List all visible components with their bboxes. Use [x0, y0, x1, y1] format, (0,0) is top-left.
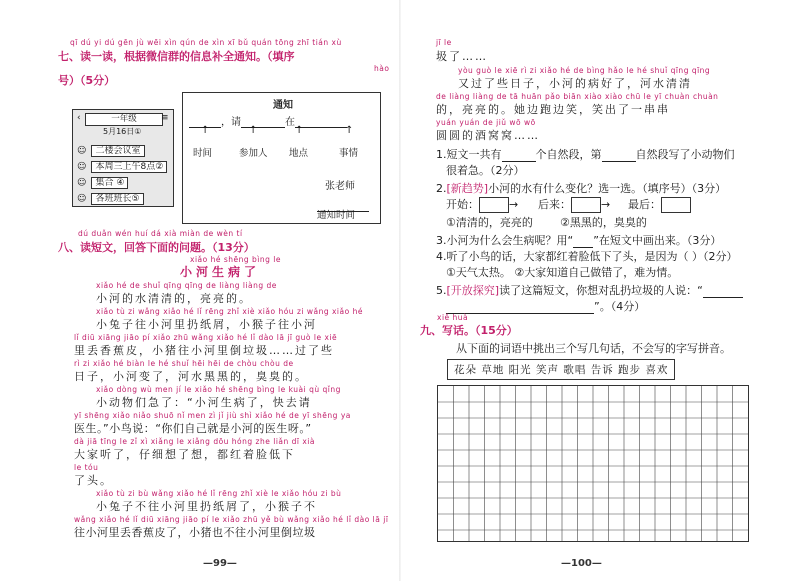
q2-option-1: ①清清的，亮亮的	[446, 216, 533, 229]
cont-text: 圾了……	[436, 50, 488, 63]
answer-line[interactable]	[446, 313, 594, 314]
avatar-icon: ☺	[77, 194, 87, 204]
story-line: 又过了些日子，小河的病好了，河水清清	[458, 77, 692, 90]
story-pinyin: xiǎo hé de shuǐ qīng qīng de liàng liàng de	[96, 281, 277, 290]
question-4-options: ①天气太热。 ②大家知道自己做错了，难为情。	[446, 266, 679, 279]
q9-title: 九、写话。（15分）	[420, 324, 518, 337]
writing-grid[interactable]	[437, 385, 749, 542]
back-arrow-icon: ‹	[77, 113, 81, 123]
q2-after: 后来： →	[538, 198, 611, 211]
question-5-cont: ”。（4分）	[446, 298, 645, 314]
label-place: 地点	[289, 148, 309, 159]
q7-title-cont: 号）（5分）	[58, 74, 116, 87]
message-bubble: 集合 ④	[91, 177, 128, 189]
arrow-icon: ↑	[345, 125, 354, 136]
story-pinyin: rì zi xiǎo hé biàn le hé shuǐ hēi hēi de chòu chòu de	[74, 359, 294, 368]
story-title-pinyin: xiǎo hé shēng bìng le	[190, 255, 281, 264]
answer-blank[interactable]	[602, 161, 636, 162]
story-pinyin: de liàng liàng de tā huān pǎo biān xiào xiào chū le yī chuàn chuàn	[436, 92, 719, 101]
wechat-group-board	[72, 109, 174, 207]
answer-box[interactable]	[571, 197, 601, 213]
story-line: 的，亮亮的。她边跑边笑，笑出了一串串	[436, 103, 670, 116]
story-pinyin: xiǎo tù zi bù wǎng xiǎo hé lǐ rēng zhǐ xiè le xiǎo hóu zi bù	[96, 489, 342, 498]
arrow-icon: ↑	[249, 125, 258, 136]
avatar-icon: ☺	[77, 146, 87, 156]
answer-box[interactable]	[661, 197, 691, 213]
story-line: 小河的水清清的，亮亮的。	[96, 292, 252, 305]
notice-title: 通知	[273, 100, 293, 111]
page-number: —100—	[561, 558, 602, 569]
message-row	[77, 186, 144, 205]
question-3: 3.小河为什么会生病呢？用“ ”在短文中画出来。（3分）	[436, 234, 722, 247]
q9-instruction: 从下面的词语中挑出三个写几句话，不会写的字写拼音。	[456, 342, 731, 355]
question-2: 2.[新趋势]小河的水有什么变化？选一选。（填序号）（3分）	[436, 182, 727, 195]
menu-icon: ≡	[161, 113, 169, 123]
answer-box[interactable]	[479, 197, 509, 213]
story-pinyin: yòu guò le xiē rì zi xiǎo hé de bìng hǎo le hé shuǐ qīng qīng	[458, 66, 711, 75]
label-participants: 参加人	[239, 148, 268, 159]
question-1: 1.短文一共有 个自然段，第 自然段写了小动物们	[436, 148, 735, 161]
arrow-icon: ↑	[295, 125, 304, 136]
story-line: 了头。	[74, 474, 113, 487]
q9-pinyin: xiě huà	[437, 313, 469, 322]
page-number: —99—	[203, 558, 237, 569]
q8-title: 八、读短文，回答下面的问题。（13分）	[58, 241, 255, 254]
q7-title: 七、读一读，根据微信群的信息补全通知。（填序	[58, 50, 295, 63]
notice-signer: 张老师	[325, 181, 355, 192]
word-bank: 花朵 草地 阳光 笑声 歌唱 告诉 跑步 喜欢	[447, 359, 675, 380]
notice-card	[182, 92, 381, 224]
story-pinyin: yī shēng xiǎo niǎo shuō nǐ men zì jǐ jiù shì xiǎo hé de yī shēng ya	[74, 411, 351, 420]
writing-grid-lines	[438, 386, 748, 541]
q2-final: 最后：	[628, 196, 691, 213]
notice-time-label: 通知时间	[317, 210, 356, 221]
story-line: 里丢香蕉皮，小猪往小河里倒垃圾……过了些	[74, 344, 334, 357]
q2-option-2: ②黑黑的，臭臭的	[560, 216, 647, 229]
message-bubble: 本周三上午8点②	[91, 161, 167, 173]
story-line: 圆圆的酒窝窝……	[436, 129, 540, 142]
q7-pinyin-hao: hào	[374, 64, 390, 73]
story-pinyin: wǎng xiǎo hé lǐ diū xiāng jiāo pí le xiǎo zhū yě bù wǎng xiǎo hé lǐ dào lā jī	[74, 515, 389, 524]
story-pinyin: dà jiā tīng le zǐ xì xiǎng le xiǎng dōu hóng zhe liǎn dī xià	[74, 437, 315, 446]
story-line: 小兔子往小河里扔纸屑，小猴子往小河	[96, 318, 317, 331]
story-line: 日子，小河变了，河水黑黑的，臭臭的。	[74, 370, 308, 383]
story-pinyin: xiǎo dòng wù men jí le xiǎo hé shēng bìng le kuài qù qǐng	[96, 385, 341, 394]
story-line: 往小河里丢香蕉皮了，小猪也不往小河里倒垃圾	[74, 526, 316, 539]
story-line: 医生。”小鸟说：“你们自己就是小河的医生呀。”	[74, 422, 312, 435]
question-5: 5.[开放探究]读了这篇短文，你想对乱扔垃圾的人说：“	[436, 282, 743, 298]
question-1-cont: 很着急。（2分）	[446, 164, 525, 177]
q7-pinyin: qī dú yi dú gēn jù wēi xìn qún de xìn xī bǔ quán tōng zhī tián xù	[70, 38, 342, 47]
message-date: 5月16日①	[103, 127, 142, 136]
question-4: 4.听了小鸟的话，大家都红着脸低下了头，是因为（ ）（2分）	[436, 250, 738, 263]
avatar-icon: ☺	[77, 162, 87, 172]
board-title: 一年级	[85, 113, 163, 126]
story-pinyin: xiǎo tù zi wǎng xiǎo hé lǐ rēng zhǐ xiè xiǎo hóu zi wǎng xiǎo hé	[96, 307, 363, 316]
q8-pinyin: dú duǎn wén huí dá xià miàn de wèn tí	[78, 229, 243, 238]
notice-line: ，请 在	[189, 113, 347, 128]
arrow-icon: ↑	[201, 125, 210, 136]
story-line: 小兔子不往小河里扔纸屑了，小猴子不	[96, 500, 317, 513]
page-fold	[399, 0, 401, 581]
label-time: 时间	[193, 148, 213, 159]
story-line: 小动物们急了：“小河生病了，快去请	[96, 396, 312, 409]
message-bubble: 二楼会议室	[91, 145, 144, 157]
q2-start: 开始： →	[446, 198, 519, 211]
story-pinyin: lǐ diū xiāng jiāo pí xiǎo zhū wǎng xiǎo hé lǐ dào lā jī guò le xiē	[74, 333, 338, 342]
label-matter: 事情	[339, 148, 359, 159]
cont-pinyin: jī le	[436, 38, 452, 47]
story-line: 大家听了，仔细想了想，都红着脸低下	[74, 448, 295, 461]
message-bubble: 各班班长⑤	[91, 193, 143, 205]
story-pinyin: yuán yuán de jiǔ wō wō	[436, 118, 536, 127]
avatar-icon: ☺	[77, 178, 87, 188]
story-pinyin: le tóu	[74, 463, 99, 472]
story-title: 小河生病了	[180, 265, 261, 279]
